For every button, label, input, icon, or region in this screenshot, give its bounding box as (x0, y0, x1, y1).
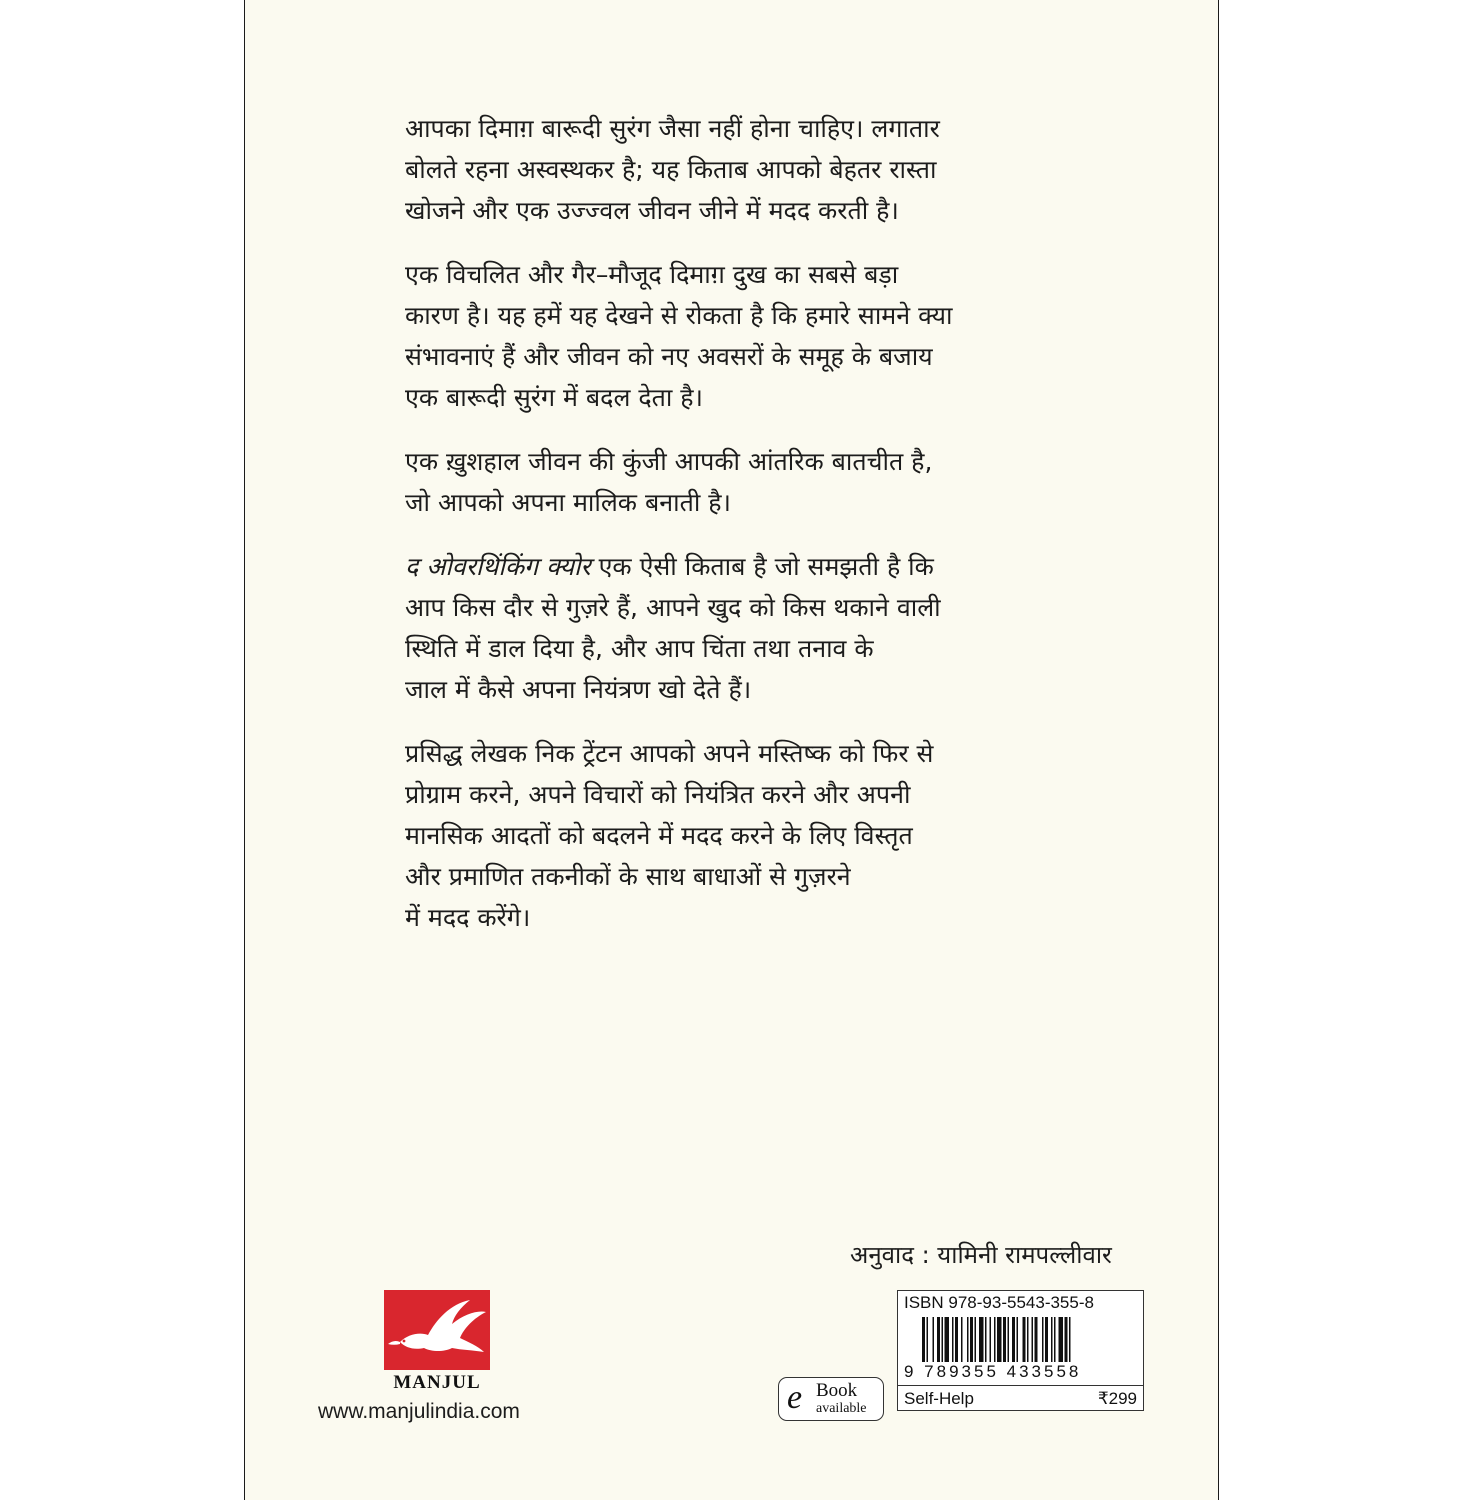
ebook-letter: e (787, 1379, 803, 1416)
blurb-paragraph-3 (405, 441, 1045, 523)
blurb-line: बोलते रहना अस्वस्थकर है; यह किताब आपको बेहतर रास्ता (405, 155, 937, 184)
blurb-line: खोजने और एक उज्ज्वल जीवन जीने में मदद करती है। (405, 196, 899, 225)
ebook-available-badge (778, 1377, 884, 1421)
blurb-line: स्थिति में डाल दिया है, और आप चिंता तथा तनाव के (405, 634, 874, 663)
blurb-line (405, 546, 1045, 587)
blurb-line-rest: एक ऐसी किताब है जो समझती है कि (590, 552, 934, 581)
publisher-website: www.manjulindia.com (318, 1400, 520, 1423)
blurb-line: एक बारूदी सुरंग में बदल देता है। (405, 383, 704, 412)
blurb-paragraph-1 (405, 108, 1045, 231)
blurb-line: जाल में कैसे अपना नियंत्रण खो देते हैं। (405, 675, 752, 704)
blurb-paragraph-2 (405, 254, 1045, 418)
blurb-line: एक ख़ुशहाल जीवन की कुंजी आपकी आंतरिक बातचीत है, (405, 447, 933, 476)
book-title-italic: द ओवरथिंकिंग क्योर (405, 552, 591, 581)
price-label: ₹299 (1097, 1389, 1137, 1408)
blurb-line: में मदद करेंगे। (405, 903, 531, 932)
isbn-text: ISBN 978-93-5543-355-8 (904, 1293, 1094, 1312)
blurb-line: प्रोग्राम करने, अपने विचारों को नियंत्रित करने और अपनी (405, 780, 911, 809)
blurb-line: मानसिक आदतों को बदलने में मदद करने के लिए विस्तृत (405, 821, 913, 850)
blurb-paragraph-4 (405, 546, 1045, 710)
blurb-text (405, 108, 1045, 961)
barcode-icon (922, 1317, 1122, 1365)
blurb-line: कारण है। यह हमें यह देखने से रोकता है कि हमारे सामने क्या (405, 301, 953, 330)
blurb-line: आप किस दौर से गुज़रे हैं, आपने खुद को किस थकाने वाली (405, 593, 941, 622)
blurb-line: प्रसिद्ध लेखक निक ट्रेंटन आपको अपने मस्तिष्क को फिर से (405, 739, 934, 768)
blurb-line: एक विचलित और गैर–मौजूद दिमाग़ दुख का सबसे बड़ा (405, 260, 899, 289)
blurb-line: आपका दिमाग़ बारूदी सुरंग जैसा नहीं होना चाहिए। लगातार (405, 114, 940, 143)
blurb-line: जो आपको अपना मालिक बनाती है। (405, 488, 731, 517)
publisher-logo (384, 1290, 490, 1370)
barcode-digits: 9 789355 433558 (904, 1362, 1139, 1382)
blurb-line: और प्रमाणित तकनीकों के साथ बाधाओं से गुज़रने (405, 862, 851, 891)
category-label: Self-Help (904, 1389, 974, 1408)
blurb-line: संभावनाएं हैं और जीवन को नए अवसरों के समूह के बजाय (405, 342, 933, 371)
barcode-panel (897, 1290, 1144, 1386)
blurb-paragraph-5 (405, 733, 1045, 938)
category-price-row (897, 1385, 1144, 1411)
ebook-available-text: available (816, 1401, 867, 1416)
publisher-name: MANJUL (393, 1372, 481, 1393)
translator-credit: अनुवाद : यामिनी रामपल्लीवार (850, 1241, 1112, 1269)
ebook-word: Book (816, 1380, 858, 1401)
swan-icon (384, 1290, 490, 1370)
